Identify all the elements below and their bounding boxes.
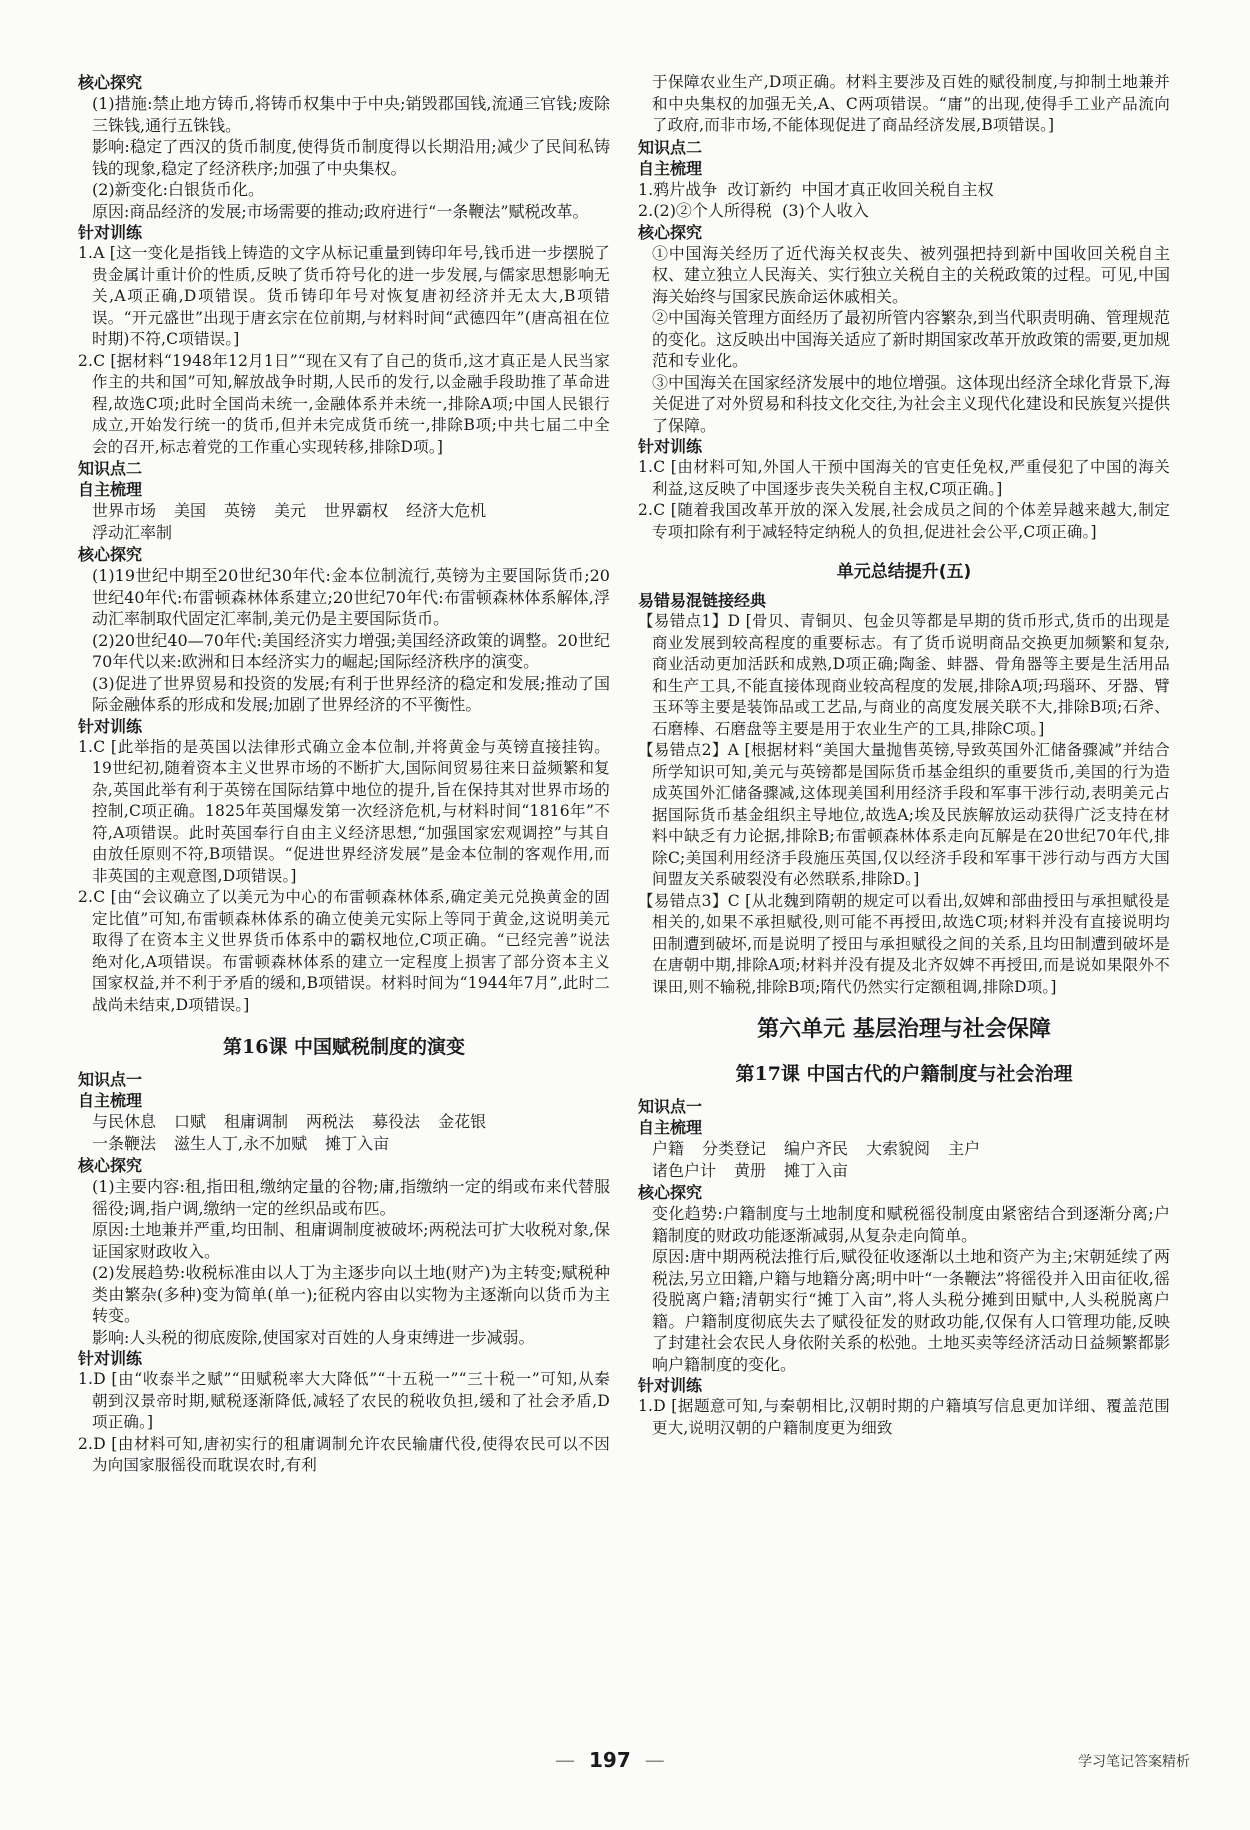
answer-item: 2.C [由“会议确立了以美元为中心的布雷顿森林体系,确定美元兑换黄金的固定比值”可知,布雷顿森林体系的确立使美元实际上等同于黄金,这说明美元取得了在资本主义世界货币体系中的霸权地位,C项正确。“已经完善”说法绝对化,A项错误。布雷顿森林体系的建立一定程度上损害了部分资本主义国家权益,并不利于矛盾的缓和,B项错误。材料时间为“1944年7月”,此时二战尚未结束,D项错误。]: [78, 888, 610, 1014]
paragraph: ①中国海关经历了近代海关权丧失、被列强把持到新中国收回关税自主权、建立独立人民海关、实行独立关税自主的关税政策的过程。可见,中国海关始终与国家民族命运休戚相关。: [652, 243, 1170, 306]
answer-item: 1.D [由“收泰半之赋”“田赋税率大大降低”“十五税一”“三十税一”可知,从秦朝到汉景帝时期,赋税逐渐降低,减轻了农民的税收负担,缓和了社会矛盾,D项正确。]: [78, 1370, 610, 1431]
paragraph: 原因:土地兼并严重,均田制、租庸调制度被破坏;两税法可扩大收税对象,保证国家财政收入。: [92, 1220, 610, 1261]
section-heading: 针对训练: [638, 437, 703, 456]
term: 摊丁入亩: [325, 1134, 390, 1153]
page-footer: [0, 1748, 1250, 1778]
paragraph: (2)新变化:白银货币化。: [92, 180, 265, 199]
term: 世界霸权: [324, 501, 389, 520]
sub-heading: 自主梳理: [78, 480, 143, 499]
answer-item: 2.D [由材料可知,唐初实行的租庸调制允许农民输庸代役,使得农民可以不因为向国家服徭役而耽误农时,有利: [78, 1434, 610, 1474]
term: 两税法: [306, 1112, 355, 1131]
answer-item: 1.A [这一变化是指钱上铸造的文字从标记重量到铸印年号,钱币进一步摆脱了贵金属计重计价的性质,反映了货币符号化的进一步发展,与儒家思想影响无关,A项正确,D项错误。货币铸印年号对恢复唐初经济并无太大,B项错误。“开元盛世”出现于唐玄宗在位前期,与材料时间“武德四年”(唐高祖在位时期)不符,C项错误。]: [78, 244, 610, 348]
section-heading: 知识点一: [78, 1070, 143, 1089]
term: 大索貌阅: [866, 1139, 931, 1158]
lesson-title: 第17课 中国古代的户籍制度与社会治理: [735, 1063, 1073, 1085]
term: 经济大危机: [406, 501, 487, 520]
sub-heading: 自主梳理: [78, 1091, 143, 1110]
paragraph: (1)措施:禁止地方铸币,将铸币权集中于中央;销毁郡国钱,流通三官钱;废除三铢钱,通行五铢钱。: [92, 94, 610, 135]
term: 一条鞭法: [92, 1134, 157, 1153]
section-heading: 核心探究: [78, 1156, 143, 1175]
paragraph: (3)促进了世界贸易和投资的发展;有利于世界经济的稳定和发展;推动了国际金融体系的形成和发展;加剧了世界经济的不平衡性。: [92, 673, 610, 714]
answer-item: 1.C [此举指的是英国以法律形式确立金本位制,并将黄金与英镑直接挂钩。19世纪初,随着资本主义世界市场的不断扩大,国际间贸易往来日益频繁和复杂,英国此举有利于英镑在国际结算中地位的提升,旨在保持其对世界市场的控制,C项正确。1825年英国爆发第一次经济危机,与材料时间“1816年”不符,A项错误。此时英国奉行自由主义经济思想,“加强国家宏观调控”与其自由放任原则不符,B项错误。“促进世界经济发展”是金本位制的客观作用,而非英国的主观意图,D项错误。]: [78, 737, 610, 885]
lesson-title: 第16课 中国赋税制度的演变: [222, 1036, 466, 1058]
section-heading: 核心探究: [78, 545, 143, 564]
term: 英镑: [224, 501, 257, 520]
section-heading: 易错易混链接经典: [638, 591, 767, 610]
answer-item: 【易错点3】C [从北魏到隋朝的规定可以看出,奴婢和部曲授田与承担赋役是相关的,如果不承担赋役,则可能不再授田,故选C项;材料并没有直接说明均田制遭到破坏,而是说明了授田与承担赋役之间的关系,且均田制遭到破坏是在唐朝中期,排除A项;材料并没有提及北齐奴婢不再授田,而是说如果限外不课田,则不输税,排除B项;隋代仍然实行定额租调,排除D项。]: [638, 891, 1170, 996]
term: 黄册: [734, 1161, 767, 1180]
term: 诸色户计: [652, 1161, 717, 1180]
term: 金花银: [438, 1112, 487, 1131]
paragraph: 原因:商品经济的发展;市场需要的推动;政府进行“一条鞭法”赋税改革。: [92, 201, 589, 221]
answer-item: 1.C [由材料可知,外国人干预中国海关的官吏任免权,严重侵犯了中国的海关利益,这反映了中国逐步丧失关税自主权,C项正确。]: [638, 458, 1170, 498]
section-heading: 知识点一: [638, 1097, 703, 1116]
paragraph: ②中国海关管理方面经历了最初所管内容繁杂,到当代职责明确、管理规范的变化。这反映出中国海关适应了新时期国家改革开放政策的需要,更加规范和专业化。: [652, 308, 1170, 370]
section-heading: 针对训练: [78, 716, 143, 736]
paragraph: 变化趋势:户籍制度与土地制度和赋税徭役制度由紧密结合到逐渐分离;户籍制度的财政功能逐渐减弱,从复杂走向简单。: [652, 1204, 1170, 1245]
section-heading: 知识点二: [78, 459, 143, 478]
answer-item: 1.D [据题意可知,与秦朝相比,汉朝时期的户籍填写信息更加详细、覆盖范围更大,说明汉朝的户籍制度更为细致: [638, 1397, 1170, 1437]
term: 世界市场: [92, 501, 157, 520]
paragraph: (2)20世纪40—70年代:美国经济实力增强;美国经济政策的调整。20世纪70年代以来:欧洲和日本经济实力的崛起;国际经济秩序的演变。: [92, 630, 610, 671]
term: 与民休息: [92, 1112, 157, 1131]
paragraph: 影响:稳定了西汉的货币制度,使得货币制度得以长期沿用;减少了民间私铸钱的现象,稳定了经济秩序;加强了中央集权。: [92, 137, 610, 178]
right-column: [638, 72, 1170, 1439]
page-body: [78, 72, 1188, 1722]
term: 口赋: [174, 1112, 207, 1131]
paragraph: (2)发展趋势:收税标准由以人丁为主逐步向以土地(财产)为主转变;赋税种类由繁杂(多种)变为简单(单一);征税内容由以实物为主逐渐向以货币为主转变。: [92, 1263, 610, 1325]
term: 募役法: [372, 1112, 421, 1131]
term-list: [78, 1111, 610, 1155]
answer-item: 【易错点1】D [骨贝、青铜贝、包金贝等都是早期的货币形式,货币的出现是商业发展到较高程度的重要标志。有了货币说明商品交换更加频繁和复杂,商业活动更加活跃和成熟,D项正确;陶釜、蚌器、骨角器等主要是生活用品和生产工具,不能直接体现商业较高程度的发展,排除A项;玛瑙环、牙器、臂玉环等主要是装饰品或工艺品,与商业的高度发展关联不大,排除B项;石斧、石磨棒、石磨盘等主要是用于农业生产的工具,排除C项。]: [638, 612, 1170, 738]
term: 美元: [274, 501, 307, 520]
term: 摊丁入亩: [784, 1161, 849, 1180]
term: 租庸调制: [224, 1112, 289, 1131]
sub-heading: 自主梳理: [638, 158, 703, 178]
paragraph: (1)19世纪中期至20世纪30年代:金本位制流行,英镑为主要国际货币;20世纪40年代:布雷顿森林体系建立;20世纪70年代:布雷顿森林体系解体,浮动汇率制取代固定汇率制,美元仍是主要国际货币。: [92, 566, 610, 628]
section-heading: 核心探究: [638, 222, 703, 242]
book-section-tag: 学习笔记答案精析: [1078, 1754, 1190, 1770]
left-column: [78, 72, 610, 1477]
paragraph: 2.(2)②个人所得税 (3)个人收入: [638, 201, 869, 220]
unit-title: 第六单元 基层治理与社会保障: [757, 1017, 1051, 1042]
section-heading: 知识点二: [638, 137, 703, 157]
term-list: [78, 500, 610, 544]
page-number: — 197 —: [555, 1748, 665, 1772]
paragraph: (1)主要内容:租,指田租,缴纳定量的谷物;庸,指缴纳一定的绢或布来代替服徭役;调,指户调,缴纳一定的丝织品或布匹。: [92, 1177, 610, 1218]
section-heading: 核心探究: [638, 1183, 703, 1202]
section-heading: 针对训练: [78, 223, 143, 242]
section-heading: 针对训练: [78, 1349, 143, 1368]
term: 滋生人丁,永不加赋: [174, 1134, 308, 1153]
paragraph: 1.鸦片战争 改订新约 中国才真正收回关税自主权: [638, 179, 994, 199]
term: 编户齐民: [784, 1139, 849, 1158]
term: 户籍: [652, 1139, 685, 1158]
sub-heading: 自主梳理: [638, 1118, 703, 1137]
term: 分类登记: [702, 1139, 767, 1158]
answer-item: 2.C [随着我国改革开放的深入发展,社会成员之间的个体差异越来越大,制定专项扣除有利于减轻特定纳税人的负担,促进社会公平,C项正确。]: [638, 501, 1170, 541]
unit-summary-title: 单元总结提升(五): [836, 562, 972, 582]
paragraph: ③中国海关在国家经济发展中的地位增强。这体现出经济全球化背景下,海关促进了对外贸易和科技文化交往,为社会主义现代化建设和民族复兴提供了保障。: [652, 372, 1170, 435]
answer-item: 2.C [据材料“1948年12月1日”“现在又有了自己的货币,这才真正是人民当家作主的共和国”可知,解放战争时期,人民币的发行,以金融手段助推了革命进程,故选C项;此时全国尚未统一,金融体系并未统一,排除A项;中国人民银行成立,开始发行统一的货币,但并未完成货币统一,排除B项;中共七届二中全会的召开,标志着党的工作重心实现转移,排除D项。]: [78, 351, 610, 456]
paragraph: 影响:人头税的彻底废除,使国家对百姓的人身束缚进一步减弱。: [92, 1327, 535, 1347]
answer-item: 【易错点2】A [根据材料“美国大量抛售英镑,导致英国外汇储备骤减”并结合所学知识可知,美元与英镑都是国际货币基金组织的重要货币,美国的行为造成英国外汇储备骤减,这体现美国利用经济手段和军事干涉行动,表明美元占据国际货币基金组织主导地位,故选A;埃及民族解放运动获得广泛支持在材料中缺乏有力论据,排除B;布雷顿森林体系走向瓦解是在20世纪70年代,排除C;美国利用经济手段施压英国,仅以经济手段和军事干涉行动与西方大国间盟友关系破裂没有必然联系,排除D。]: [638, 741, 1170, 888]
section-heading: 核心探究: [78, 73, 143, 92]
term: 主户: [948, 1139, 981, 1158]
paragraph: 原因:唐中期两税法推行后,赋役征收逐渐以土地和资产为主;宋朝延续了两税法,另立田籍,户籍与地籍分离;明中叶“一条鞭法”将徭役并入田亩征收,徭役脱离户籍;清朝实行“摊丁入亩”,将人头税分摊到田赋中,人头税脱离户籍。户籍制度彻底失去了赋役征发的财政功能,仅保有人口管理功能,反映了封建社会农民人身依附关系的松弛。土地买卖等经济活动日益频繁都影响户籍制度的变化。: [652, 1247, 1170, 1374]
section-heading: 针对训练: [638, 1376, 703, 1395]
term-list: [638, 1138, 1170, 1182]
answer-continuation: 于保障农业生产,D项正确。材料主要涉及百姓的赋役制度,与抑制土地兼并和中央集权的加强无关,A、C两项错误。“庸”的出现,使得手工业产品流向了政府,而非市场,不能体现促进了商品经济发展,B项错误。]: [652, 73, 1170, 134]
term: 美国: [174, 501, 207, 520]
term: 浮动汇率制: [92, 523, 173, 542]
